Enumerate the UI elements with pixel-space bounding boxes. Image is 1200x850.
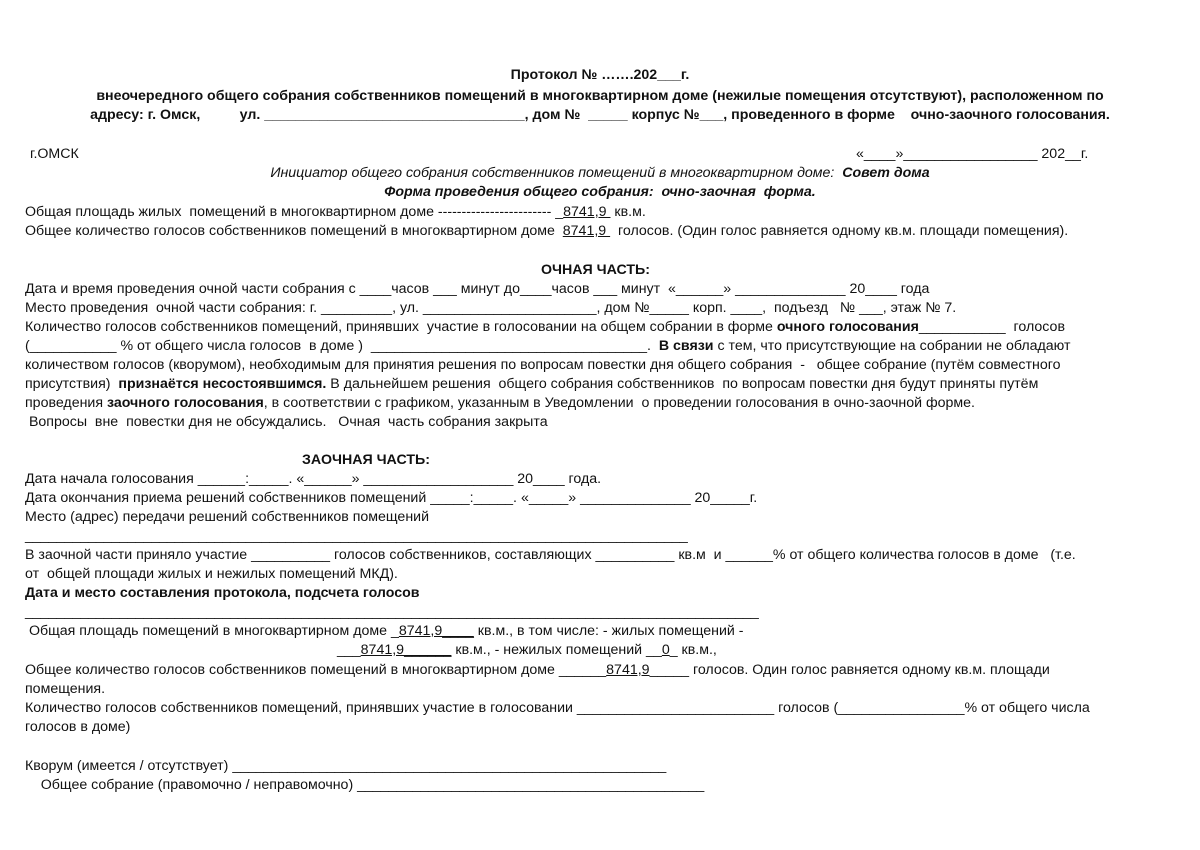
zaochnaya-line10: [337, 641, 717, 660]
ochnaya-line2: Место проведения очной части собрания: г. _________, ул. ______________________, дом №_____ корп. ____, подъезд № ___, этаж № 7.: [25, 300, 957, 316]
zaochnaya-line14: голосов в доме): [25, 719, 131, 735]
zaochnaya-line10-d: 0: [661, 642, 670, 658]
ochnaya-line3-a: Количество голосов собственников помещений, принявших участие в голосовании на общем собрании в форме: [25, 319, 777, 335]
ochnaya-line6-b: признаётся несостоявшимся.: [118, 376, 327, 392]
zaochnaya-line9-b: 8741,9____: [398, 623, 474, 639]
ochnaya-heading: ОЧНАЯ ЧАСТЬ:: [541, 262, 650, 278]
ochnaya-line6-a: присутствия): [25, 376, 119, 392]
zaochnaya-line10-a: ___: [337, 642, 361, 658]
zaochnaya-heading: ЗАОЧНАЯ ЧАСТЬ:: [302, 452, 430, 468]
ochnaya-line7: [25, 394, 975, 413]
form-label: Форма проведения общего собрания:: [384, 184, 654, 200]
area-label: Общая площадь жилых помещений в многоквартирном доме ------------------------ _: [25, 204, 564, 220]
ochnaya-line1: Дата и время проведения очной части собрания с ____часов ___ минут до____часов ___ минут «______» ______________ 20____ года: [25, 281, 930, 297]
zaochnaya-line5: В заочной части приняло участие __________ голосов собственников, составляющих __________ кв.м и ______% от общего количества голосов в доме (т.е.: [25, 547, 1076, 563]
ochnaya-line3: [25, 318, 1065, 337]
zaochnaya-line4: ____________________________________________________________________________________: [25, 528, 688, 544]
votes-label: Общее количество голосов собственников помещений в многоквартирном доме: [25, 223, 563, 239]
form-value: очно-заочная форма.: [661, 184, 816, 200]
votes-line: [25, 222, 1068, 241]
initiator-label: Инициатор общего собрания собственников помещений в многоквартирном доме:: [270, 165, 835, 181]
protocol-subtitle-line2: адресу: г. Омск, ул. _________________________________, дом № _____ корпус №___, проведенного в форме очно-заочного голосования.: [90, 107, 1110, 123]
area-value: 8741,9: [563, 204, 611, 220]
votes-note: голосов. (Один голос равняется одному кв.м. площади помещения).: [610, 223, 1069, 239]
zaochnaya-line7: Дата и место составления протокола, подсчета голосов: [25, 585, 420, 601]
zaochnaya-line10-b: 8741,9______: [360, 642, 452, 658]
ochnaya-line5: количеством голосов (кворумом), необходимым для принятия решения по вопросам повестки дня общего собрания - общее собрание (путём совместного: [25, 357, 1061, 373]
initiator-line: [0, 164, 1200, 183]
protocol-title: Протокол № …….202___г.: [510, 67, 690, 83]
zaochnaya-line11-c: _____ голосов. Один голос равняется одному кв.м. площади: [649, 662, 1050, 678]
form-line: [0, 183, 1200, 202]
zaochnaya-line10-c: кв.м., - нежилых помещений __: [451, 642, 662, 658]
legitimacy-line: Общее собрание (правомочно / неправомочно) ____________________________________________: [25, 777, 705, 793]
ochnaya-line8: Вопросы вне повестки дня не обсуждались. Очная часть собрания закрыта: [25, 414, 548, 430]
protocol-subtitle-line1: внеочередного общего собрания собственников помещений в многоквартирном доме (нежилые помещения отсутствуют), расположенном по: [96, 88, 1104, 104]
zaochnaya-line11-b: 8741,9: [606, 662, 650, 678]
zaochnaya-line9: [25, 622, 743, 641]
zaochnaya-line9-c: кв.м., в том числе: - жилых помещений -: [473, 623, 744, 639]
quorum-line: Кворум (имеется / отсутствует) _______________________________________________________: [25, 758, 667, 774]
votes-value: 8741,9: [562, 223, 611, 239]
city-label: г.ОМСК: [30, 146, 79, 162]
ochnaya-line4: [25, 337, 1070, 356]
ochnaya-line3-b: очного голосования: [776, 319, 919, 335]
zaochnaya-line10-e: _ кв.м.,: [669, 642, 717, 658]
ochnaya-line4-c: с тем, что присутствующие на собрании не обладают: [713, 338, 1071, 354]
zaochnaya-line8: _____________________________________________________________________________________________: [25, 604, 759, 620]
ochnaya-line6-c: В дальнейшем решения общего собрания собственников по вопросам повестки дня будут приняты путём: [326, 376, 1039, 392]
ochnaya-line7-c: , в соответствии с графиком, указанным в Уведомлении о проведении голосования в очно-заочной форме.: [263, 395, 975, 411]
ochnaya-line3-c: ___________ голосов: [918, 319, 1065, 335]
initiator-value: Совет дома: [842, 165, 930, 181]
zaochnaya-line1: Дата начала голосования ______:_____. «______» ___________________ 20____ года.: [25, 471, 602, 487]
ochnaya-line7-b: заочного голосования: [106, 395, 264, 411]
zaochnaya-line12: помещения.: [25, 681, 106, 697]
ochnaya-line4-b: В связи: [658, 338, 714, 354]
zaochnaya-line2: Дата окончания приема решений собственников помещений _____:_____. «_____» ______________ 20_____г.: [25, 490, 758, 506]
ochnaya-line7-a: проведения: [25, 395, 107, 411]
zaochnaya-line3: Место (адрес) передачи решений собственников помещений: [25, 509, 430, 525]
date-line: «____»_________________ 202__г.: [856, 146, 1089, 162]
zaochnaya-line9-a: Общая площадь помещений в многоквартирном доме _: [25, 623, 399, 639]
zaochnaya-line13: Количество голосов собственников помещений, принявших участие в голосовании _________________________ голосов (________________% от общего числа: [25, 700, 1090, 716]
zaochnaya-line11-a: Общее количество голосов собственников помещений в многоквартирном доме ______: [25, 662, 607, 678]
area-line: [25, 203, 646, 222]
ochnaya-line4-a: (___________ % от общего числа голосов в доме ) ___________________________________.: [25, 338, 659, 354]
area-unit: кв.м.: [610, 204, 646, 220]
zaochnaya-line11: [25, 661, 1050, 680]
zaochnaya-line6: от общей площади жилых и нежилых помещений МКД).: [25, 566, 398, 582]
ochnaya-line6: [25, 375, 1038, 394]
